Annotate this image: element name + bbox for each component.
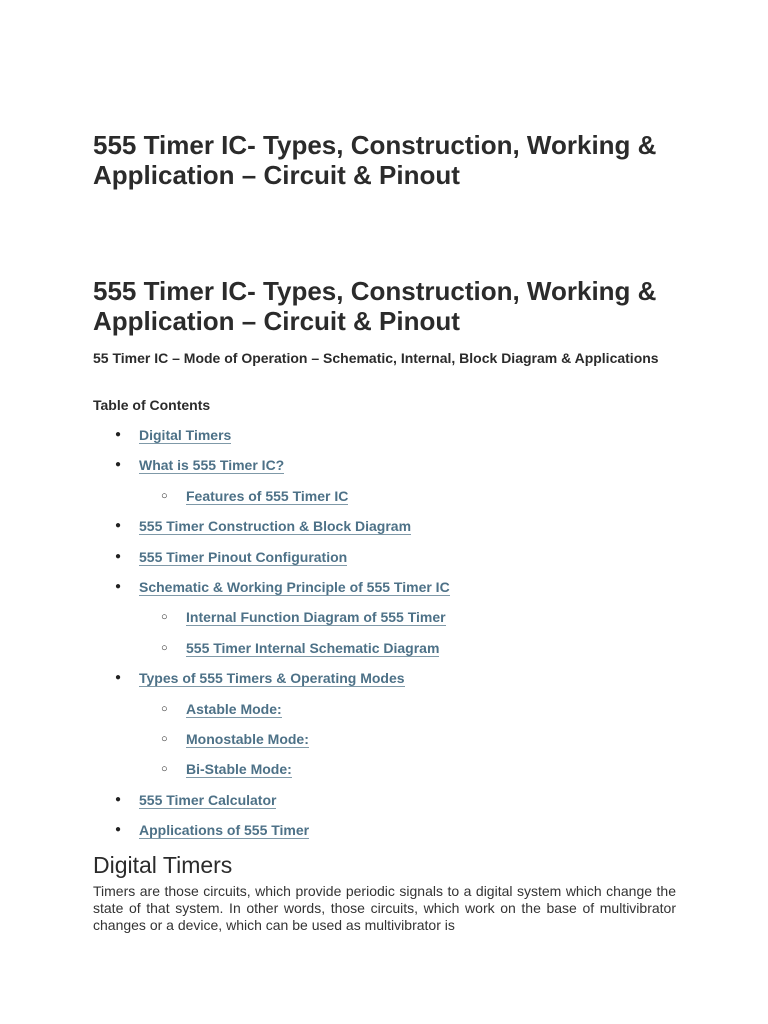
disc-bullet-icon: ●: [115, 824, 122, 836]
toc-link[interactable]: 555 Timer Construction & Block Diagram: [139, 518, 412, 535]
toc-link[interactable]: 555 Timer Calculator: [139, 791, 277, 808]
toc-item: [93, 575, 676, 605]
toc-link[interactable]: Types of 555 Timers & Operating Modes: [139, 670, 405, 687]
toc-link[interactable]: What is 555 Timer IC?: [139, 457, 285, 474]
circle-bullet-icon: ○: [161, 611, 168, 624]
circle-bullet-icon: ○: [161, 641, 168, 654]
circle-bullet-icon: ○: [161, 489, 168, 502]
toc-item: [93, 514, 676, 544]
disc-bullet-icon: ●: [115, 429, 122, 440]
disc-bullet-icon: ●: [115, 672, 122, 684]
toc-link[interactable]: 555 Timer Internal Schematic Diagram: [186, 639, 440, 656]
toc-item: [93, 605, 676, 635]
toc-link[interactable]: Astable Mode:: [186, 700, 282, 717]
toc-item: [93, 636, 676, 666]
toc-item: [93, 453, 676, 483]
disc-bullet-icon: ●: [115, 459, 122, 471]
article-title: 555 Timer IC- Types, Construction, Working & Application – Circuit & Pinout: [93, 276, 657, 336]
toc-link[interactable]: Bi-Stable Mode:: [186, 761, 292, 778]
circle-bullet-icon: ○: [161, 702, 168, 715]
circle-bullet-icon: ○: [161, 732, 168, 745]
toc-item: [93, 818, 676, 848]
toc-item: [93, 727, 676, 757]
toc-item: [93, 545, 676, 575]
toc-link[interactable]: Applications of 555 Timer: [139, 822, 310, 839]
table-of-contents: [93, 423, 676, 848]
toc-item: [93, 484, 676, 514]
disc-bullet-icon: ●: [115, 520, 122, 532]
toc-item: [93, 757, 676, 787]
disc-bullet-icon: ●: [115, 580, 122, 592]
disc-bullet-icon: ●: [115, 793, 122, 805]
article-subtitle: 55 Timer IC – Mode of Operation – Schematic, Internal, Block Diagram & Applications: [93, 350, 659, 366]
page-title: 555 Timer IC- Types, Construction, Working & Application – Circuit & Pinout: [93, 130, 657, 190]
toc-heading: Table of Contents: [93, 397, 211, 413]
section-paragraph: Timers are those circuits, which provide periodic signals to a digital system which change the state of that system. In other words, those circuits, which work on the base of multivibrator changes or a device, which can be used as multivibrator is: [93, 883, 676, 933]
toc-link[interactable]: Schematic & Working Principle of 555 Timer IC: [139, 578, 450, 595]
toc-item: [93, 697, 676, 727]
section-heading: Digital Timers: [93, 852, 233, 878]
toc-link[interactable]: Digital Timers: [139, 427, 232, 443]
disc-bullet-icon: ●: [115, 550, 122, 562]
toc-item: [93, 423, 676, 453]
toc-link[interactable]: Monostable Mode:: [186, 730, 309, 747]
toc-link[interactable]: Features of 555 Timer IC: [186, 487, 349, 504]
toc-item: [93, 666, 676, 696]
toc-link[interactable]: Internal Function Diagram of 555 Timer: [186, 609, 446, 626]
toc-item: [93, 788, 676, 818]
toc-link[interactable]: 555 Timer Pinout Configuration: [139, 548, 348, 565]
circle-bullet-icon: ○: [161, 763, 168, 776]
